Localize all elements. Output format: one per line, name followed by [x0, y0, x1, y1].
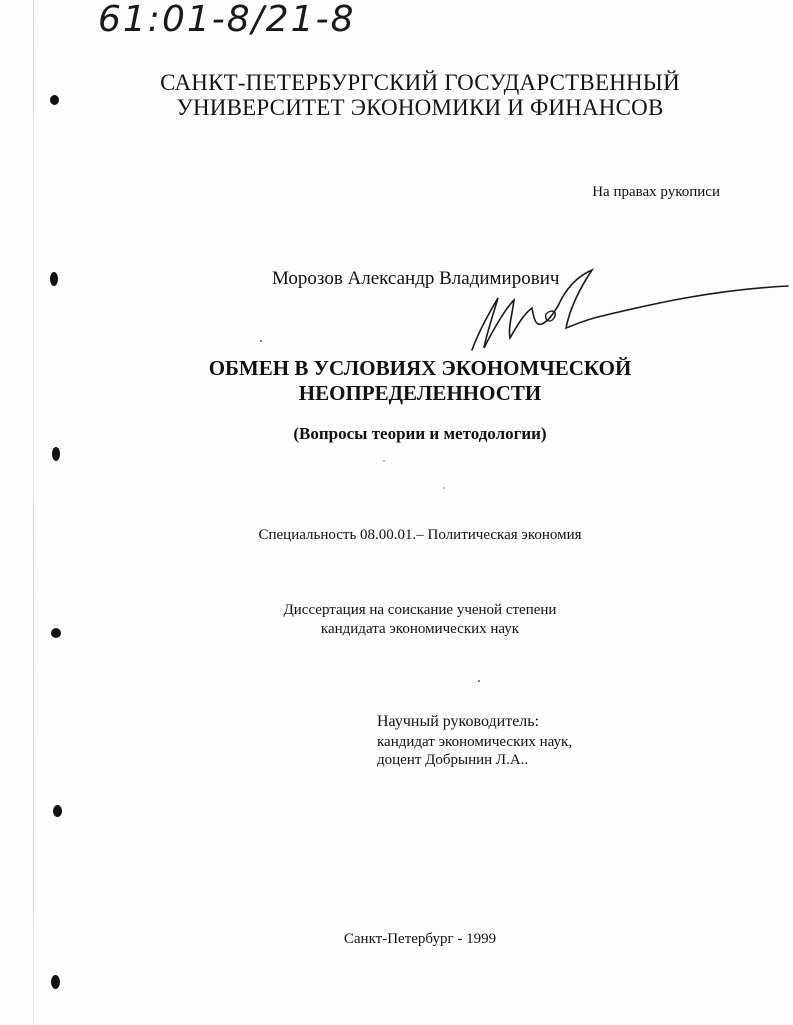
scan-speck [260, 340, 262, 342]
university-line-1: САНКТ-ПЕТЕРБУРГСКИЙ ГОСУДАРСТВЕННЫЙ [160, 70, 680, 95]
punch-hole [50, 95, 59, 105]
dissertation-title [160, 356, 680, 406]
supervisor-name: доцент Добрынин Л.А.. [377, 752, 529, 768]
university-name [120, 70, 720, 120]
scan-speck [443, 487, 445, 489]
university-line-2: УНИВЕРСИТЕТ ЭКОНОМИКИ И ФИНАНСОВ [176, 95, 664, 120]
supervisor-label: Научный руководитель: [377, 713, 540, 730]
supervisor-block [377, 713, 572, 769]
signature-mark [462, 268, 792, 358]
scan-speck [383, 460, 385, 462]
archive-stamp: 61:01-8/21-8 [98, 0, 356, 40]
punch-hole [52, 447, 60, 461]
punch-hole [51, 628, 61, 638]
scan-speck [478, 680, 480, 682]
punch-hole [50, 272, 58, 286]
rights-note: На правах рукописи [592, 184, 720, 200]
title-line-2: НЕОПРЕДЕЛЕННОСТИ [298, 381, 542, 405]
author-name: Морозов Александр Владимирович [272, 268, 560, 289]
dissertation-subtitle: (Вопросы теории и методологии) [293, 424, 547, 443]
degree-line-2: кандидата экономических наук [320, 621, 520, 637]
degree-statement [180, 601, 660, 639]
specialty-line: Специальность 08.00.01.– Политическая экономия [258, 527, 582, 543]
punch-hole [51, 975, 60, 989]
punch-hole [53, 805, 62, 817]
title-line-1: ОБМЕН В УСЛОВИЯХ ЭКОНОМЧЕСКОЙ [208, 356, 632, 380]
supervisor-degree: кандидат экономических наук, [377, 734, 573, 750]
degree-line-1: Диссертация на соискание ученой степени [283, 602, 557, 618]
city-year: Санкт-Петербург - 1999 [343, 931, 497, 947]
binding-edge [33, 0, 34, 1025]
